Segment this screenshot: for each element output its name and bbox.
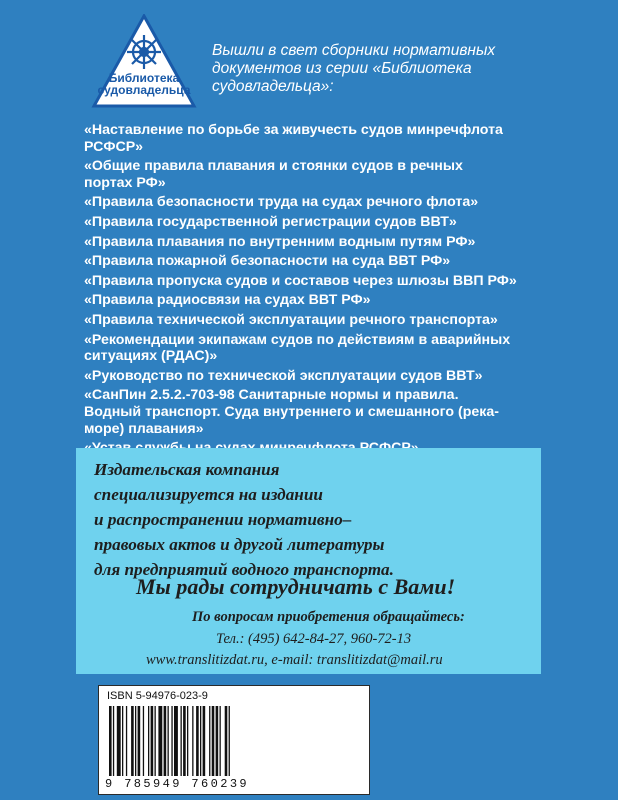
isbn-label: ISBN 5-94976-023-9 [107, 690, 208, 702]
publisher-line: специализируется на издании [94, 485, 323, 504]
book-item: «Правила технической эксплуатации речного транспорта» [84, 311, 498, 328]
book-item: «Руководство по технической эксплуатации судов ВВТ» [84, 367, 483, 384]
logo-line-1: Библиотека [108, 71, 180, 85]
book-list [84, 122, 564, 460]
barcode-number: 9 785949 760239 [105, 777, 250, 791]
book-item: «Наставление по борьбе за живучесть судов минречфлота РСФСР» [84, 122, 503, 155]
intro-line-1: Вышли в свет сборники нормативных [212, 42, 496, 59]
book-item: «Правила плавания по внутренним водным путям РФ» [84, 233, 476, 250]
intro-text [212, 42, 552, 96]
barcode-box [98, 685, 370, 795]
book-item: «СанПин 2.5.2.-703-98 Санитарные нормы и правила. Водный транспорт. Суда внутреннего и смешанного (река- море) плавания» [84, 387, 499, 437]
book-item: «Правила государственной регистрации судов ВВТ» [84, 213, 457, 230]
contact-web: www.translitizdat.ru, e-mail: translitizdat@mail.ru [146, 652, 443, 668]
contact-title: По вопросам приобретения обращайтесь: [192, 609, 465, 625]
book-item: «Правила радиосвязи на судах ВВТ РФ» [84, 292, 371, 309]
publisher-line: для предприятий водного транспорта. [94, 560, 394, 579]
book-item: «Правила пожарной безопасности на суда ВВТ РФ» [84, 253, 451, 270]
book-item: «Рекомендации экипажам судов по действиям в аварийных ситуациях (РДАС)» [84, 331, 511, 365]
logo-line-2: судовладельца [97, 83, 191, 97]
book-item: «Правила пропуска судов и составов через шлюзы ВВП РФ» [84, 272, 517, 289]
publisher-line: правовых актов и другой литературы [94, 535, 385, 554]
publisher-slogan: Мы рады сотрудничать с Вами! [136, 574, 456, 599]
barcode-icon [107, 706, 357, 776]
publisher-line: Издательская компания [94, 460, 280, 479]
publisher-line: и распространении нормативно– [94, 510, 352, 529]
book-item: «Общие правила плавания и стоянки судов в речных портах РФ» [84, 158, 463, 191]
intro-line-2: документов из серии «Библиотека [212, 60, 472, 77]
logo-caption [90, 72, 198, 96]
publisher-description [94, 457, 544, 582]
series-logo [90, 14, 198, 110]
publisher-panel [76, 448, 541, 674]
book-item: «Правила безопасности труда на судах речного флота» [84, 194, 479, 211]
intro-line-3: судовладельца»: [212, 78, 334, 95]
contact-phone: Тел.: (495) 642-84-27, 960-72-13 [216, 631, 412, 647]
